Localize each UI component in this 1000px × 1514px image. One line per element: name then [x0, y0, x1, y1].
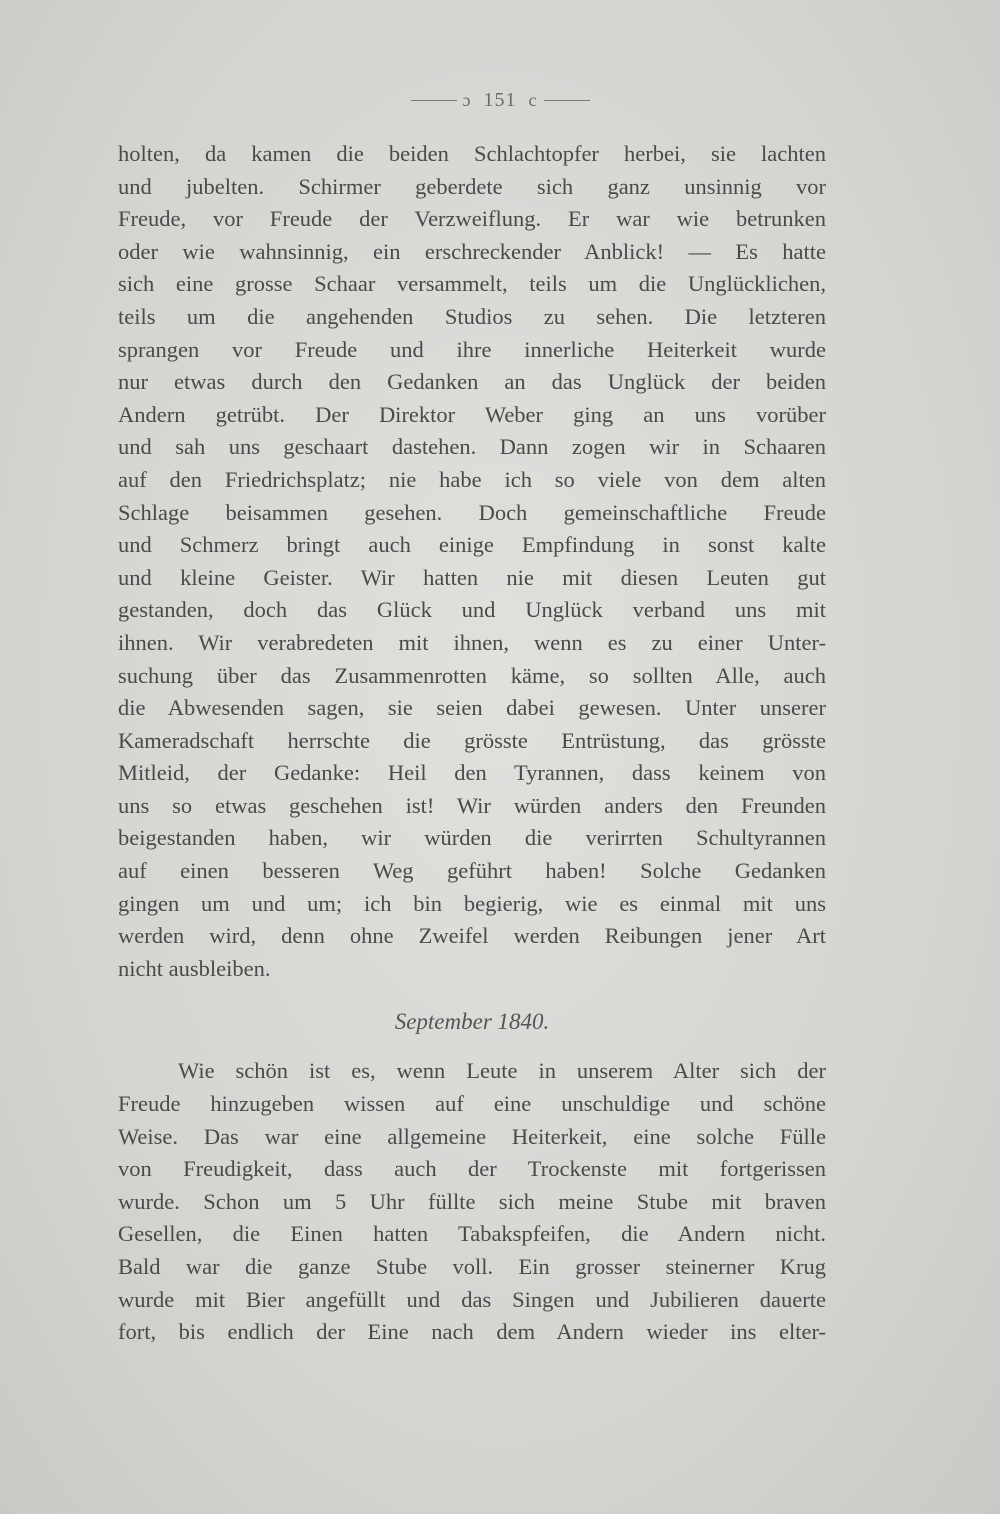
header-ornament-left: ɔ	[462, 89, 472, 110]
text-line: nicht ausbleiben.	[118, 955, 271, 981]
text-line: nur etwas durch den Gedanken an das Unglück der beiden	[118, 369, 826, 395]
page-body	[118, 138, 826, 1349]
header-ornament-right: c	[528, 89, 538, 110]
text-line: uns so etwas geschehen ist! Wir würden anders den Freunden	[118, 792, 826, 818]
text-line: Andern getrübt. Der Direktor Weber ging an uns vorüber	[118, 401, 826, 427]
text-line: und sah uns geschaart dastehen. Dann zogen wir in Schaaren	[118, 434, 826, 460]
page-header	[0, 88, 1000, 112]
paragraph-2	[118, 1055, 826, 1348]
text-line: Freude, vor Freude der Verzweiflung. Er war wie betrunken	[118, 206, 826, 232]
text-line: Mitleid, der Gedanke: Heil den Tyrannen, dass keinem von	[118, 760, 826, 786]
text-line: gingen um und um; ich bin begierig, wie es einmal mit uns	[118, 890, 826, 916]
text-line: und Schmerz bringt auch einige Empfindung in sonst kalte	[118, 532, 826, 558]
text-line: Freude hinzugeben wissen auf eine unschuldige und schöne	[118, 1091, 826, 1117]
text-line: teils um die angehenden Studios zu sehen. Die letzteren	[118, 303, 826, 329]
text-line: gestanden, doch das Glück und Unglück verband uns mit	[118, 597, 826, 623]
text-line: auf einen besseren Weg geführt haben! Solche Gedanken	[118, 858, 826, 884]
text-line: Gesellen, die Einen hatten Tabakspfeifen, die Andern nicht.	[118, 1221, 826, 1247]
text-line: auf den Friedrichsplatz; nie habe ich so viele von dem alten	[118, 466, 826, 492]
text-line: Schlage beisammen gesehen. Doch gemeinschaftliche Freude	[118, 499, 826, 525]
paragraph-1	[118, 138, 826, 985]
text-line: sprangen vor Freude und ihre innerliche Heiterkeit wurde	[118, 336, 826, 362]
text-line: sich eine grosse Schaar versammelt, teils um die Unglücklichen,	[118, 271, 826, 297]
header-rule-right	[544, 100, 590, 101]
text-line: Bald war die ganze Stube voll. Ein grosser steinerner Krug	[118, 1254, 826, 1279]
text-line: von Freudigkeit, dass auch der Trockenste mit fortgerissen	[118, 1156, 826, 1182]
text-line: fort, bis endlich der Eine nach dem Andern wieder ins elter-	[118, 1319, 826, 1345]
text-line: wurde mit Bier angefüllt und das Singen und Jubilieren dauerte	[118, 1286, 826, 1312]
text-line: und jubelten. Schirmer geberdete sich ganz unsinnig vor	[118, 173, 826, 199]
text-line: Weise. Das war eine allgemeine Heiterkeit, eine solche Fülle	[118, 1123, 826, 1149]
text-line: Kameradschaft herrschte die grösste Entrüstung, das grösste	[118, 727, 826, 753]
text-line: suchung über das Zusammenrotten käme, so sollten Alle, auch	[118, 662, 826, 688]
text-line: die Abwesenden sagen, sie seien dabei gewesen. Unter unserer	[118, 695, 826, 721]
text-line: wurde. Schon um 5 Uhr füllte sich meine Stube mit braven	[118, 1188, 826, 1214]
text-line: beigestanden haben, wir würden die verirrten Schultyrannen	[118, 825, 826, 851]
page-number: 151	[483, 88, 517, 111]
text-line: und kleine Geister. Wir hatten nie mit diesen Leuten gut	[118, 564, 826, 590]
text-line: holten, da kamen die beiden Schlachtopfer herbei, sie lachten	[118, 141, 826, 166]
text-line: werden wird, denn ohne Zweifel werden Reibungen jener Art	[118, 923, 826, 949]
text-line: oder wie wahnsinnig, ein erschreckender Anblick! — Es hatte	[118, 238, 826, 264]
section-heading: September 1840.	[394, 1009, 550, 1035]
text-line: ihnen. Wir verabredeten mit ihnen, wenn es zu einer Unter-	[118, 629, 826, 655]
text-line: Wie schön ist es, wenn Leute in unserem Alter sich der	[178, 1058, 826, 1084]
header-rule-left	[411, 100, 457, 101]
